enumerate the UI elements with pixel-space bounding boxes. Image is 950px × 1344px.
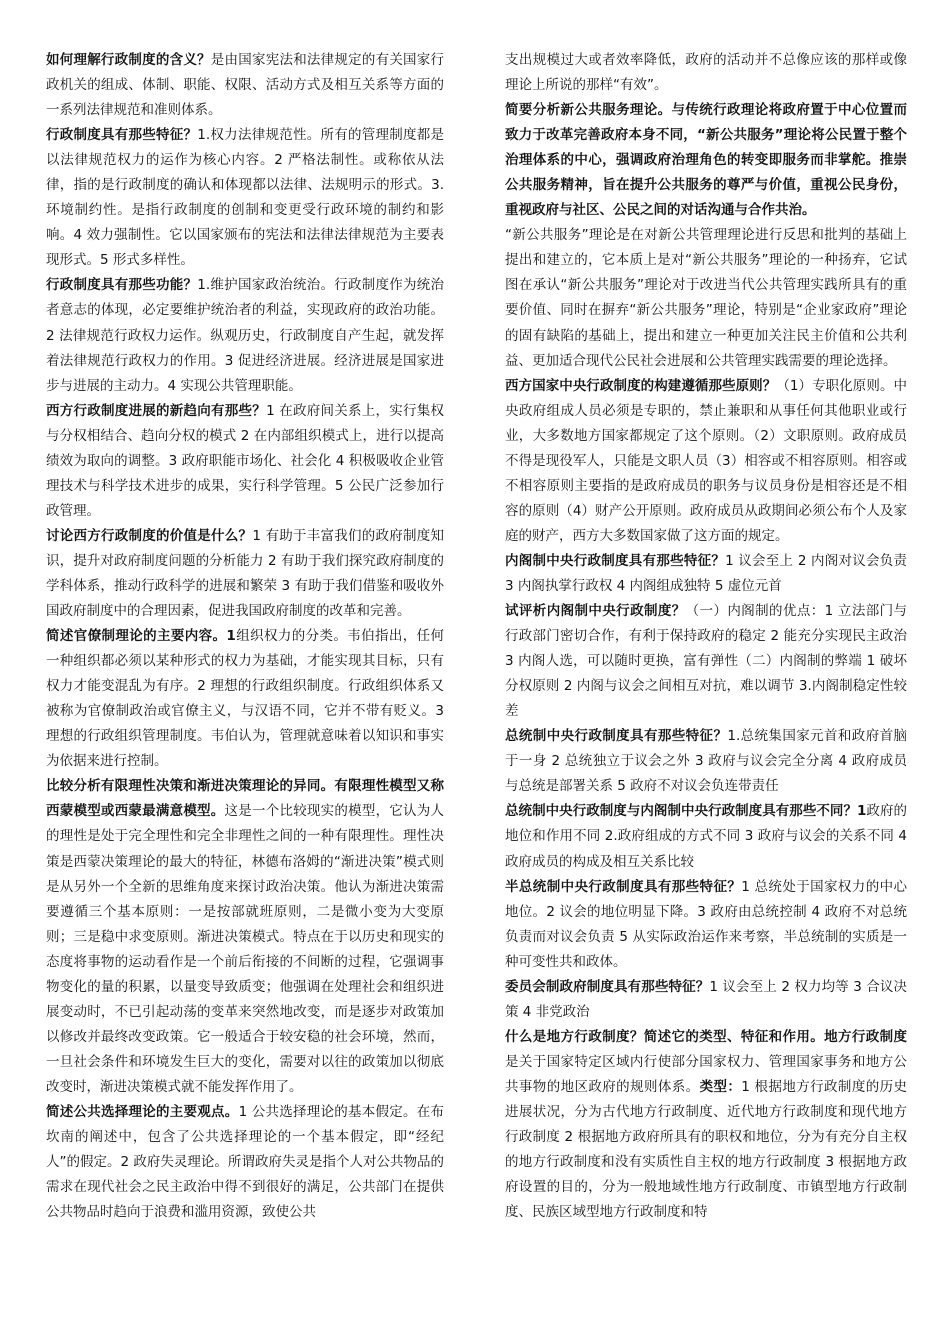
- qa-paragraph: [505, 549, 907, 599]
- qa-paragraph: [505, 98, 907, 223]
- question-heading: 试评析内阁制中央行政制度？: [505, 603, 686, 620]
- qa-paragraph: [46, 123, 444, 273]
- qa-paragraph: [46, 48, 444, 123]
- qa-paragraph: [46, 524, 444, 624]
- question-heading: 类型：: [699, 1078, 742, 1095]
- qa-paragraph: [505, 799, 907, 874]
- question-heading: 什么是地方行政制度？简述它的类型、特征和作用。地方行政制度: [505, 1028, 907, 1045]
- answer-text: 1 在政府间关系上，实行集权与分权相结合、趋向分权的模式 2 在内部组织模式上，进行以提高绩效为取向的调整。3 政府职能市场化、社会化 4 积极吸收企业管理技术与科学技术进步的成果，实行科学管理。5 公民广泛参加行政管理。: [46, 402, 444, 519]
- question-heading: 比较分析有限理性决策和渐进决策理论的异同。有限理性模型又称西蒙模型或西蒙最满意模型。: [46, 778, 444, 820]
- qa-paragraph: [46, 624, 444, 774]
- answer-text: 1.总统集国家元首和政府首脑于一身 2 总统独立于议会之外 3 政府与议会完全分离 4 政府成员与总统是部署关系 5 政府不对议会负连带责任: [505, 728, 907, 795]
- question-heading: 行政制度具有那些功能？: [46, 277, 198, 294]
- question-heading: 委员会制政府制度具有那些特征？: [505, 978, 710, 995]
- qa-paragraph: [505, 599, 907, 724]
- answer-text: 1 根据地方行政制度的历史进展状况，分为古代地方行政制度、近代地方行政制度和现代地方行政制度 2 根据地方政府所具有的职权和地位，分为有充分自主权的地方行政制度和没有实质性自主权的地方行政制度 3 根据地方政府设置的目的，分为一般地域性地方行政制度、市镇型地方行政制度、民族区域型地方行政制度和特: [505, 1078, 907, 1221]
- answer-text: 1 总统处于国家权力的中心地位。2 议会的地位明显下降。3 政府由总统控制 4 政府不对总统负责而对议会负责 5 从实际政治运作来考察，半总统制的实质是一种可变性共和政体。: [505, 878, 907, 970]
- answer-text: 支出规模过大或者效率降低，政府的活动并不总像应该的那样或像理论上所说的那样“有效”。: [505, 52, 907, 94]
- qa-paragraph: [505, 724, 907, 799]
- qa-paragraph: [46, 774, 444, 1100]
- answer-text: 1 有助于丰富我们的政府制度知识，提升对政府制度问题的分析能力 2 有助于我们探究政府制度的学科体系，推动行政科学的进展和繁荣 3 有助于我们借鉴和吸收外国政府制度中的合理因素，促进我国政府制度的改革和完善。: [46, 527, 444, 620]
- question-heading: 简要分析新公共服务理论。与传统行政理论将政府置于中心位置而致力于改革完善政府本身不同，“新公共服务”理论将公民置于整个治理体系的中心，强调政府治理角色的转变即服务而非掌舵。推崇公共服务精神，旨在提升公共服务的尊严与价值，重视公民身份，重视政府与社区、公民之间的对话沟通与合作共治。: [505, 102, 907, 219]
- answer-text: 组织权力的分类。韦伯指出，任何一种组织都必须以某种形式的权力为基础，才能实现其目标，只有权力才能变混乱为有序。2 理想的行政组织制度。行政组织体系又被称为官僚制政治或官僚主义，与汉语不同，它并不带有贬义。3 理想的行政组织管理制度。韦伯认为，管理就意味着以知识和事实为依据来进行控制。: [46, 628, 444, 770]
- answer-text: 政府的地位和作用不同 2.政府组成的方式不同 3 政府与议会的关系不同 4 政府成员的构成及相互关系比较: [505, 803, 907, 870]
- question-heading: 总统制中央行政制度与内阁制中央行政制度具有那些不同？1: [505, 803, 867, 820]
- qa-paragraph: [505, 374, 907, 549]
- answer-text: （1）专职化原则。中央政府组成人员必须是专职的，禁止兼职和从事任何其他职业或行业，大多数地方国家都规定了这个原则。（2）文职原则。政府成员不得是现役军人，只能是文职人员（3）相容或不相容原则。相容或不相容原则主要指的是政府成员的职务与议员身份是相容还是不相容的原则（4）财产公开原则。政府成员从政期间必须公布个人及家庭的财产，西方大多数国家做了这方面的规定。: [505, 377, 907, 544]
- answer-text: （一）内阁制的优点：1 立法部门与行政部门密切合作，有利于保持政府的稳定 2 能充分实现民主政治 3 内阁人选，可以随时更换，富有弹性（二）内阁制的弊端 1 破坏分权原则 2 内阁与议会之间相互对抗，难以调节 3.内阁制稳定性较差: [505, 603, 907, 720]
- right-column: [505, 48, 907, 1304]
- question-heading: 半总统制中央行政制度具有那些特征？: [505, 878, 742, 895]
- qa-paragraph: [505, 875, 907, 975]
- question-heading: 简述公共选择理论的主要观点。: [46, 1103, 239, 1120]
- qa-paragraph: [46, 1100, 444, 1225]
- answer-text: 1 议会至上 2 权力均等 3 合议决策 4 非党政治: [505, 978, 907, 1020]
- question-heading: 西方行政制度进展的新趋向有那些？: [46, 402, 267, 419]
- qa-paragraph: [505, 48, 907, 98]
- answer-text: 1.维护国家政治统治。行政制度作为统治者意志的体现，必定要维护统治者的利益，实现政府的政治功能。2 法律规范行政权力运作。纵观历史，行政制度自产生起，就发挥着法律规范行政权力的作用。3 促进经济进展。经济进展是国家进步与进展的主动力。4 实现公共管理职能。: [46, 277, 444, 394]
- question-heading: 简述官僚制理论的主要内容。1: [46, 628, 236, 645]
- qa-paragraph: [46, 399, 444, 524]
- qa-paragraph: [505, 975, 907, 1025]
- question-heading: 行政制度具有那些特征？: [46, 127, 198, 144]
- question-heading: 讨论西方行政制度的价值是什么？: [46, 527, 253, 544]
- answer-text: 1.权力法律规范性。所有的管理制度都是以法律规范权力的运作为核心内容。2 严格法制性。或称依从法律，指的是行政制度的确认和体现都以法律、法规明示的形式。3.环境制约性。是指行政制度的创制和变更受行政环境的制约和影响。4 效力强制性。它以国家颁布的宪法和法律法律规范为主要表现形式。5 形式多样性。: [46, 127, 444, 269]
- answer-text: “新公共服务”理论是在对新公共管理理论进行反思和批判的基础上提出和建立的，它本质上是对“新公共服务”理论的一种扬弃，它试图在承认“新公共服务”理论对于改进当代公共管理实践所具有的重要价值、同时在摒弃“新公共服务”理论，特别是“企业家政府”理论的固有缺陷的基础上，提出和建立一种更加关注民主价值和公共利益、更加适合现代公民社会进展和公共管理实践需要的理论选择。: [505, 227, 907, 369]
- question-heading: 内阁制中央行政制度具有那些特征？: [505, 552, 726, 569]
- answer-text: 1 公共选择理论的基本假定。在布坎南的阐述中，包含了公共选择理论的一个基本假定，即“经纪人”的假定。2 政府失灵理论。所谓政府失灵是指个人对公共物品的需求在现代社会之民主政治中得不到很好的满足，公共部门在提供公共物品时趋向于浪费和滥用资源，致使公共: [46, 1103, 444, 1221]
- answer-text: 是关于国家特定区域内行使部分国家权力、管理国家事务和地方公共事物的地区政府的规则体系。: [505, 1053, 907, 1095]
- qa-paragraph: [46, 273, 444, 398]
- question-heading: 如何理解行政制度的含义？: [46, 52, 211, 68]
- answer-text: 1 议会至上 2 内阁对议会负责 3 内阁执掌行政权 4 内阁组成独特 5 虚位元首: [505, 552, 907, 594]
- left-column: [46, 48, 444, 1304]
- answer-text: 是由国家宪法和法律规定的有关国家行政机关的组成、体制、职能、权限、活动方式及相互关系等方面的一系列法律规范和准则体系。: [46, 52, 444, 119]
- answer-text: 这是一个比较现实的模型，它认为人的理性是处于完全理性和完全非理性之间的一种有限理性。理性决策是西蒙决策理论的最大的特征，林德布洛姆的“渐进决策”模式则是从另外一个全新的思维角度来探讨政治决策。他认为渐进决策需要遵循三个基本原则：一是按部就班原则，二是微小变为大变原则；三是稳中求变原则。渐进决策模式。特点在于以历史和现实的态度将事物的运动看作是一个前后衔接的不间断的过程，它强调事物变化的量的积累，以量变导致质变；他强调在处理社会和组织进展变动时，不已引起动荡的变革来突然地改变，而是逐步对政策加以修改并最终改变政策。它一般适合于较安稳的社会环境，然而，一旦社会条件和环境发生巨大的变化，需要对以往的政策加以彻底改变时，渐进决策模式就不能发挥作用了。: [46, 803, 444, 1095]
- question-heading: 总统制中央行政制度具有那些特征？: [505, 728, 728, 745]
- qa-paragraph: [505, 1025, 907, 1225]
- question-heading: 西方国家中央行政制度的构建遵循那些原则？: [505, 377, 777, 394]
- qa-paragraph: [505, 223, 907, 373]
